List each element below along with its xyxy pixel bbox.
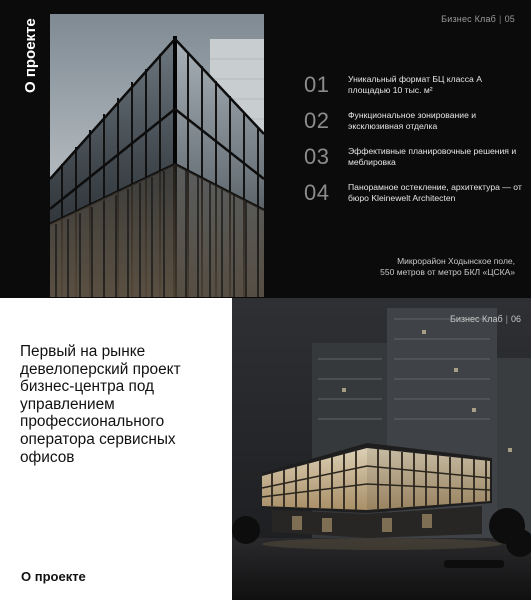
building-night-photo <box>232 298 531 600</box>
lead-paragraph: Первый на рынке девелоперский проект бизнес-центра под управлением профессионального оператора сервисных офисов <box>20 343 181 466</box>
location-line-1: Микрорайон Ходынское поле, <box>397 256 515 266</box>
feature-item <box>304 144 519 180</box>
vertical-section-title: О проекте <box>22 18 39 93</box>
feature-item <box>304 180 522 216</box>
feature-item <box>304 108 519 144</box>
feature-list <box>304 72 522 216</box>
footer-section-title: О проекте <box>21 569 86 584</box>
header-brand: Бизнес Клаб <box>441 14 497 24</box>
header-separator: | <box>505 314 508 324</box>
building-illustration <box>50 14 264 297</box>
feature-number: 03 <box>304 144 330 169</box>
feature-number: 02 <box>304 108 330 133</box>
feature-text: Уникальный формат БЦ класса А площадью 10 тыс. м² <box>348 74 482 95</box>
feature-text: Панорамное остекление, архитектура — от бюро Kleinewelt Architecten <box>348 182 522 203</box>
slide-header <box>441 14 515 24</box>
building-daylight-photo <box>50 14 264 297</box>
slide-06 <box>0 298 531 600</box>
feature-number: 04 <box>304 180 330 205</box>
feature-item <box>304 72 519 108</box>
feature-text: Функциональное зонирование и эксклюзивная отделка <box>348 110 477 131</box>
night-building-illustration <box>232 298 531 600</box>
header-brand: Бизнес Клаб <box>449 314 503 324</box>
slide-header <box>450 314 521 324</box>
location-line-2: 550 метров от метро БКЛ «ЦСКА» <box>380 267 515 277</box>
feature-number: 01 <box>304 72 330 97</box>
feature-text: Эффективные планировочные решения и меблировка <box>348 146 517 167</box>
page-number: 05 <box>504 14 515 24</box>
location-caption <box>380 256 515 278</box>
header-separator: | <box>499 14 502 24</box>
slide-05 <box>0 0 531 298</box>
page-number: 06 <box>510 314 521 324</box>
